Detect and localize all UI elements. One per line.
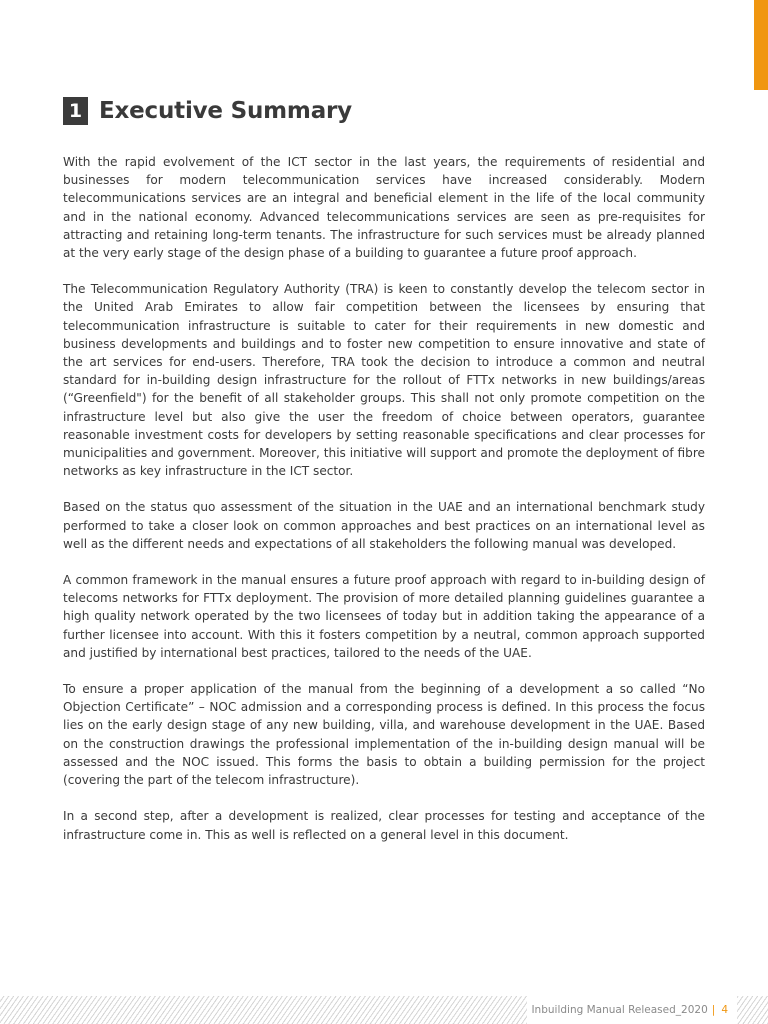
paragraph: With the rapid evolvement of the ICT sector in the last years, the requirements of residential and businesses for modern telecommunication services have increased considerably. Modern telecommunications services are an integral and beneficial element in the life of the local community and in the national economy. Advanced telecommunications services are seen as pre-requisites for attracting and retaining long-term tenants. The infrastructure for such services must be already planned at the very early stage of the design phase of a building to guarantee a future proof approach. — [63, 155, 705, 261]
section-title: Executive Summary — [99, 98, 352, 124]
footer-hatch-pattern-right — [737, 996, 768, 1024]
footer-hatch-pattern — [0, 996, 527, 1024]
section-heading — [63, 96, 352, 126]
footer-document-name: Inbuilding Manual Released_2020 — [531, 1004, 708, 1016]
page-number: 4 — [721, 1004, 728, 1016]
paragraph: Based on the status quo assessment of the situation in the UAE and an international benchmark study performed to take a closer look on common approaches and best practices on an international level as well as the different needs and expectations of all stakeholders the following manual was developed. — [63, 500, 705, 551]
section-number-badge: 1 — [63, 97, 88, 125]
page-edge-tab — [754, 0, 768, 90]
paragraph: A common framework in the manual ensures a future proof approach with regard to in-building design of telecoms networks for FTTx deployment. The provision of more detailed planning guidelines guarantee a high quality network operated by the two licensees of today but in addition taking the appearance of a further licensee into account. With this it fosters competition by a neutral, common approach supported and justified by international best practices, tailored to the needs of the UAE. — [63, 573, 705, 660]
page-footer — [531, 1004, 728, 1016]
body-text — [63, 153, 705, 862]
footer-separator: | — [711, 1004, 716, 1016]
paragraph: To ensure a proper application of the manual from the beginning of a development a so called “No Objection Certificate” – NOC admission and a corresponding process is defined. In this process the focus lies on the early design stage of any new building, villa, and warehouse development in the UAE. Based on the construction drawings the professional implementation of the in-building design manual will be assessed and the NOC issued. This forms the basis to obtain a building permission for the project (covering the part of the telecom infrastructure). — [63, 682, 705, 788]
paragraph: In a second step, after a development is realized, clear processes for testing and acceptance of the infrastructure come in. This as well is reflected on a general level in this document. — [63, 809, 705, 842]
paragraph: The Telecommunication Regulatory Authority (TRA) is keen to constantly develop the telecom sector in the United Arab Emirates to allow fair competition between the licensees by ensuring that telecommunication infrastructure is suitable to cater for their requirements in new domestic and business developments and buildings and to foster new competition to ensure innovative and state of the art services for end-users. Therefore, TRA took the decision to introduce a common and neutral standard for in-building design infrastructure for the rollout of FTTx networks in new buildings/areas (“Greenfield") for the benefit of all stakeholder groups. This shall not only promote competition on the infrastructure level but also give the user the freedom of choice between operators, guarantee reasonable investment costs for developers by setting reasonable specifications and clear processes for municipalities and government. Moreover, this initiative will support and promote the deployment of fibre networks as key infrastructure in the ICT sector. — [63, 282, 705, 479]
